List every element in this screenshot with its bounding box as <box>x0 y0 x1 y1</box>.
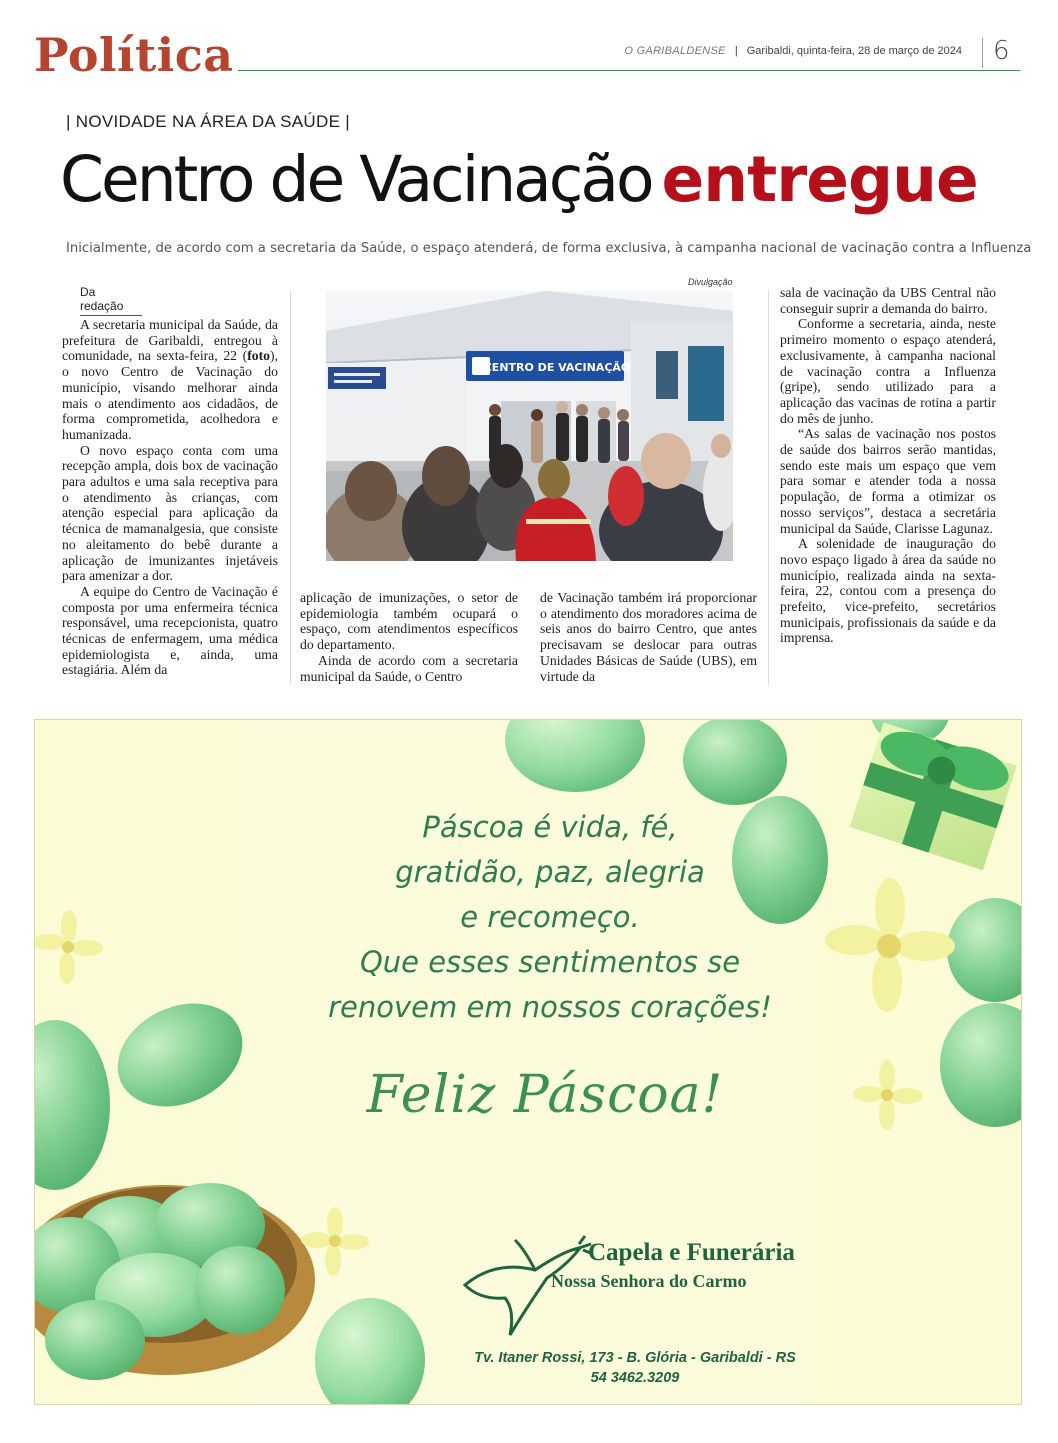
flower-icon <box>853 1060 923 1130</box>
paragraph: de Vacinação também irá proporcionar o atendimento dos moradores acima de seis anos do bairro Centro, que antes precisavam se deslocar para outras Unidades Básicas de Saúde (UBS), em virtude da <box>540 590 757 684</box>
photo-illustration <box>326 291 733 561</box>
article-column-3 <box>540 590 757 684</box>
paragraph: A equipe do Centro de Vacinação é composta por uma enfermeira técnica responsável, uma recepcionista, quatro técnicas de enfermagem, uma médica epidemiologista e, ainda, uma estagiária. Além da <box>62 583 278 678</box>
dateline: Garibaldi, quinta-feira, 28 de março de 2024 <box>746 45 962 57</box>
masthead <box>624 45 962 57</box>
flower-icon <box>35 910 103 984</box>
flower-icon <box>825 878 955 1012</box>
message-line: renovem em nossos corações! <box>328 990 772 1024</box>
company-name: Capela e Funerária <box>588 1239 795 1266</box>
article-column-4 <box>780 285 996 646</box>
company-address: Tv. Itaner Rossi, 173 - B. Glória - Garibaldi - RS <box>474 1350 796 1366</box>
egg-icon <box>101 984 259 1126</box>
headline-accent: entregue <box>661 143 978 216</box>
easter-message <box>265 805 835 1030</box>
byline: Da redação <box>80 285 142 316</box>
publication-name: O GARIBALDENSE <box>624 45 726 57</box>
message-line: Que esses sentimentos se <box>359 945 741 979</box>
text-run: A secretaria municipal da Saúde, da prefeitura de Garibaldi, entregou à comunidade, na sexta-feira, 22 ( <box>62 317 278 364</box>
paragraph: A solenidade de inauguração do novo espaço ligado à área da saúde no município, realizada ainda na sexta-feira, 22, contou com a presença do prefeito, vice-prefeito, secretários municipais, profissionais da saúde e da imprensa. <box>780 536 996 646</box>
article-column-2 <box>300 590 518 684</box>
headline-main: Centro de Vacinação <box>60 143 652 216</box>
article-kicker: | NOVIDADE NA ÁREA DA SAÚDE | <box>66 112 350 131</box>
egg-icon <box>45 1300 145 1380</box>
article-photo <box>326 291 733 561</box>
paragraph: “As salas de vacinação nos postos de saúde dos bairros serão mantidas, sendo este mais um espaço que vem para somar e atender toda a nossa população, de forma a otimizar os nosso serviços”, destaca a secretária municipal da Saúde, Clarisse Lagunaz. <box>780 426 996 536</box>
photo-credit: Divulgação <box>688 277 733 287</box>
page-number: 6 <box>993 36 1010 66</box>
company-phone: 54 3462.3209 <box>590 1370 680 1386</box>
section-title: Política <box>34 28 234 82</box>
subheadline: Inicialmente, de acordo com a secretaria da Saúde, o espaço atenderá, de forma exclusiva, à campanha nacional de vacinação contra a Influenza <box>66 241 1032 256</box>
company-name-subtitle: Nossa Senhora do Carmo <box>551 1271 747 1291</box>
easter-greeting: Feliz Páscoa! <box>366 1065 724 1125</box>
egg-icon <box>195 1246 285 1334</box>
message-line: gratidão, paz, alegria <box>395 855 705 889</box>
paragraph: O novo espaço conta com uma recepção ampla, dois box de vacinação para adultos e uma sala receptiva para o atendimento às crianças, com atenção especial para aplicação da técnica de mamanalgesia, que consiste no aleitamento do bebê durante a aplicação de imunizantes injetáveis para amenizar a dor. <box>62 442 278 584</box>
article-column-1 <box>62 317 278 678</box>
easter-advertisement <box>34 719 1022 1405</box>
headline <box>60 138 978 222</box>
message-line: e recomeço. <box>460 900 640 934</box>
photo-reference: foto <box>247 348 271 364</box>
text-run: ), o novo Centro de Vacinação do município, visando melhorar ainda mais o atendimento aos cidadãos, de forma comprometida, acolhedora e humanizada. <box>62 348 278 442</box>
photo-sign-text: CENTRO DE VACINAÇÃO <box>483 361 631 374</box>
column-divider <box>290 290 291 685</box>
page-number-divider <box>982 38 983 68</box>
egg-icon <box>940 1003 1021 1127</box>
paragraph: sala de vacinação da UBS Central não conseguir suprir a demanda do bairro. <box>780 285 996 316</box>
gift-box-icon <box>850 720 1018 870</box>
header-rule <box>238 70 1020 71</box>
masthead-separator: | <box>734 45 738 57</box>
egg-icon <box>947 898 1021 1002</box>
paragraph <box>62 317 278 443</box>
message-line: Páscoa é vida, fé, <box>422 810 678 844</box>
paragraph: aplicação de imunizações, o setor de epidemiologia também ocupará o espaço, com atendimentos específicos do departamento. <box>300 590 518 653</box>
egg-icon <box>35 1020 110 1190</box>
column-divider <box>768 290 769 685</box>
paragraph: Conforme a secretaria, ainda, neste primeiro momento o espaço atenderá, exclusivamente, à campanha nacional de vacinação contra a Influenza (gripe), sendo utilizado para a aplicação das vacinas de rotina a partir do mês de junho. <box>780 316 996 426</box>
paragraph: Ainda de acordo com a secretaria municipal da Saúde, o Centro <box>300 652 518 684</box>
